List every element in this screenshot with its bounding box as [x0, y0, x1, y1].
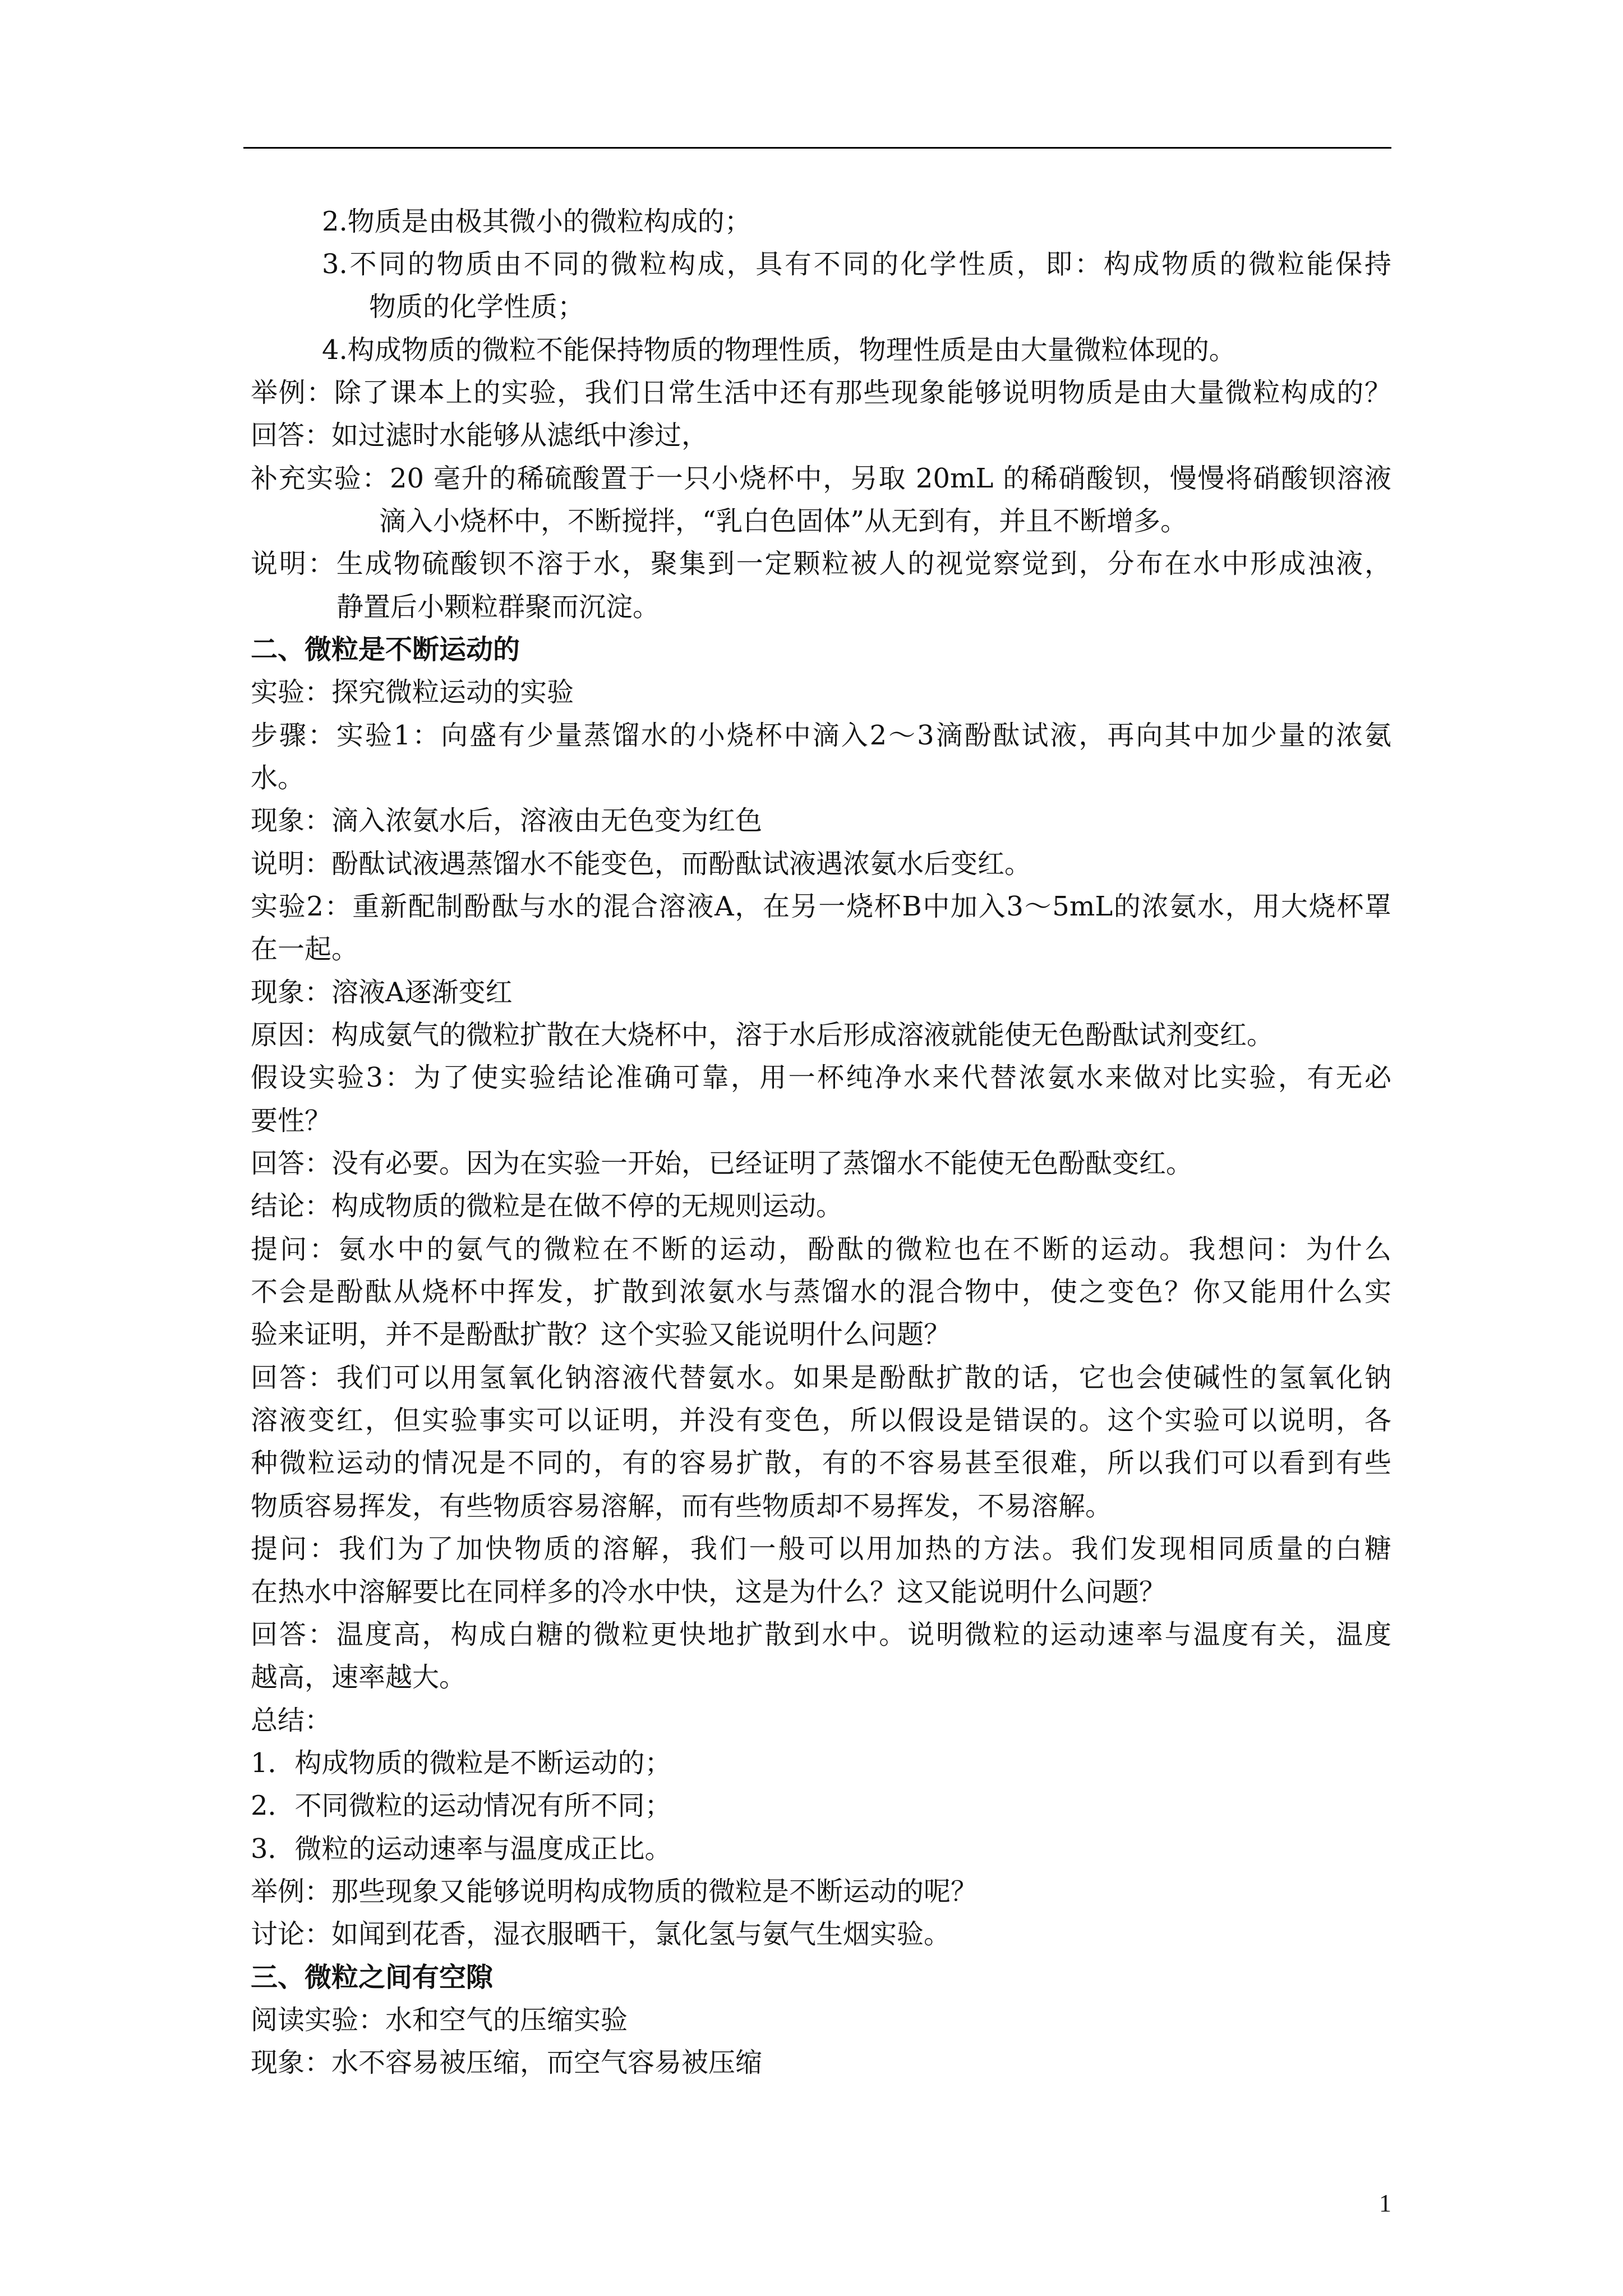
- text-line: 越高，速率越大。: [251, 1662, 467, 1694]
- text-line: 水。: [251, 762, 305, 794]
- text-line: 原因：构成氨气的微粒扩散在大烧杯中，溶于水后形成溶液就能使无色酚酞试剂变红。: [251, 1019, 1274, 1051]
- document-body: [0, 200, 1623, 2085]
- text-line: 实验2：重新配制酚酞与水的混合溶液A，在另一烧杯B中加入3～5mL的浓氨水，用大烧杯罩: [251, 891, 1391, 922]
- text-line: 提问：我们为了加快物质的溶解，我们一般可以用加热的方法。我们发现相同质量的白糖: [251, 1533, 1391, 1565]
- text-line: 回答：温度高，构成白糖的微粒更快地扩散到水中。说明微粒的运动速率与温度有关，温度: [251, 1618, 1391, 1650]
- text-line: 举例：除了课本上的实验，我们日常生活中还有那些现象能够说明物质是由大量微粒构成的？: [251, 376, 1391, 408]
- text-line: 总结：: [251, 1704, 332, 1736]
- text-line: 溶液变红，但实验事实可以证明，并没有变色，所以假设是错误的。这个实验可以说明，各: [251, 1405, 1391, 1437]
- text-line: 静置后小颗粒群聚而沉淀。: [336, 591, 660, 623]
- page-number: 1: [1379, 2189, 1391, 2217]
- text-line: 在一起。: [251, 933, 359, 965]
- text-line: 阅读实验：水和空气的压缩实验: [251, 2004, 628, 2036]
- text-line: 回答：我们可以用氢氧化钠溶液代替氨水。如果是酚酞扩散的话，它也会使碱性的氢氧化钠: [251, 1361, 1391, 1393]
- header-rule: [243, 147, 1391, 149]
- section-heading: 三、微粒之间有空隙: [251, 1961, 494, 1993]
- text-line: 回答：如过滤时水能够从滤纸中渗过，: [251, 420, 709, 452]
- text-line: 说明：生成物硫酸钡不溶于水，聚集到一定颗粒被人的视觉察觉到，分布在水中形成浊液，: [251, 548, 1391, 580]
- text-line: 结论：构成物质的微粒是在做不停的无规则运动。: [251, 1190, 843, 1222]
- text-line: 要性？: [251, 1105, 332, 1137]
- list-item: 3．微粒的运动速率与温度成正比。: [251, 1833, 672, 1865]
- text-line: 现象：溶液A逐渐变红: [251, 976, 513, 1008]
- list-item: 1．构成物质的微粒是不断运动的；: [251, 1747, 672, 1779]
- text-line: 现象：水不容易被压缩，而空气容易被压缩: [251, 2047, 763, 2079]
- text-line: 验来证明，并不是酚酞扩散？这个实验又能说明什么问题？: [251, 1319, 951, 1351]
- text-line: 在热水中溶解要比在同样多的冷水中快，这是为什么？这又能说明什么问题？: [251, 1576, 1166, 1608]
- text-line: 现象：滴入浓氨水后，溶液由无色变为红色: [251, 805, 763, 837]
- text-line: 说明：酚酞试液遇蒸馏水不能变色，而酚酞试液遇浓氨水后变红。: [251, 848, 1032, 880]
- text-line: 3.不同的物质由不同的微粒构成，具有不同的化学性质，即：构成物质的微粒能保持: [322, 248, 1391, 280]
- section-heading: 二、微粒是不断运动的: [251, 633, 520, 665]
- text-line: 物质的化学性质；: [369, 291, 585, 323]
- text-line: 提问：氨水中的氨气的微粒在不断的运动，酚酞的微粒也在不断的运动。我想问：为什么: [251, 1233, 1391, 1265]
- text-line: 滴入小烧杯中，不断搅拌，“乳白色固体”从无到有，并且不断增多。: [379, 505, 1188, 537]
- text-line: 物质容易挥发，有些物质容易溶解，而有些物质却不易挥发，不易溶解。: [251, 1490, 1113, 1522]
- text-line: 讨论：如闻到花香，湿衣服晒干，氯化氢与氨气生烟实验。: [251, 1918, 951, 1950]
- text-line: 实验：探究微粒运动的实验: [251, 677, 574, 708]
- text-line: 步骤：实验1：向盛有少量蒸馏水的小烧杯中滴入2～3滴酚酞试液，再向其中加少量的浓氨: [251, 719, 1391, 751]
- text-line: 补充实验：20 毫升的稀硫酸置于一只小烧杯中，另取 20mL 的稀硝酸钡，慢慢将硝酸钡溶液: [251, 462, 1391, 494]
- text-line: 不会是酚酞从烧杯中挥发，扩散到浓氨水与蒸馏水的混合物中，使之变色？你又能用什么实: [251, 1276, 1391, 1308]
- text-line: 假设实验3：为了使实验结论准确可靠，用一杯纯净水来代替浓氨水来做对比实验，有无必: [251, 1062, 1391, 1094]
- text-line: 4.构成物质的微粒不能保持物质的物理性质，物理性质是由大量微粒体现的。: [322, 334, 1236, 366]
- text-line: 回答：没有必要。因为在实验一开始，已经证明了蒸馏水不能使无色酚酞变红。: [251, 1148, 1193, 1180]
- text-line: 举例：那些现象又能够说明构成物质的微粒是不断运动的呢？: [251, 1875, 978, 1907]
- text-line: 2.物质是由极其微小的微粒构成的；: [322, 205, 751, 237]
- text-line: 种微粒运动的情况是不同的，有的容易扩散，有的不容易甚至很难，所以我们可以看到有些: [251, 1447, 1391, 1479]
- list-item: 2．不同微粒的运动情况有所不同；: [251, 1790, 672, 1822]
